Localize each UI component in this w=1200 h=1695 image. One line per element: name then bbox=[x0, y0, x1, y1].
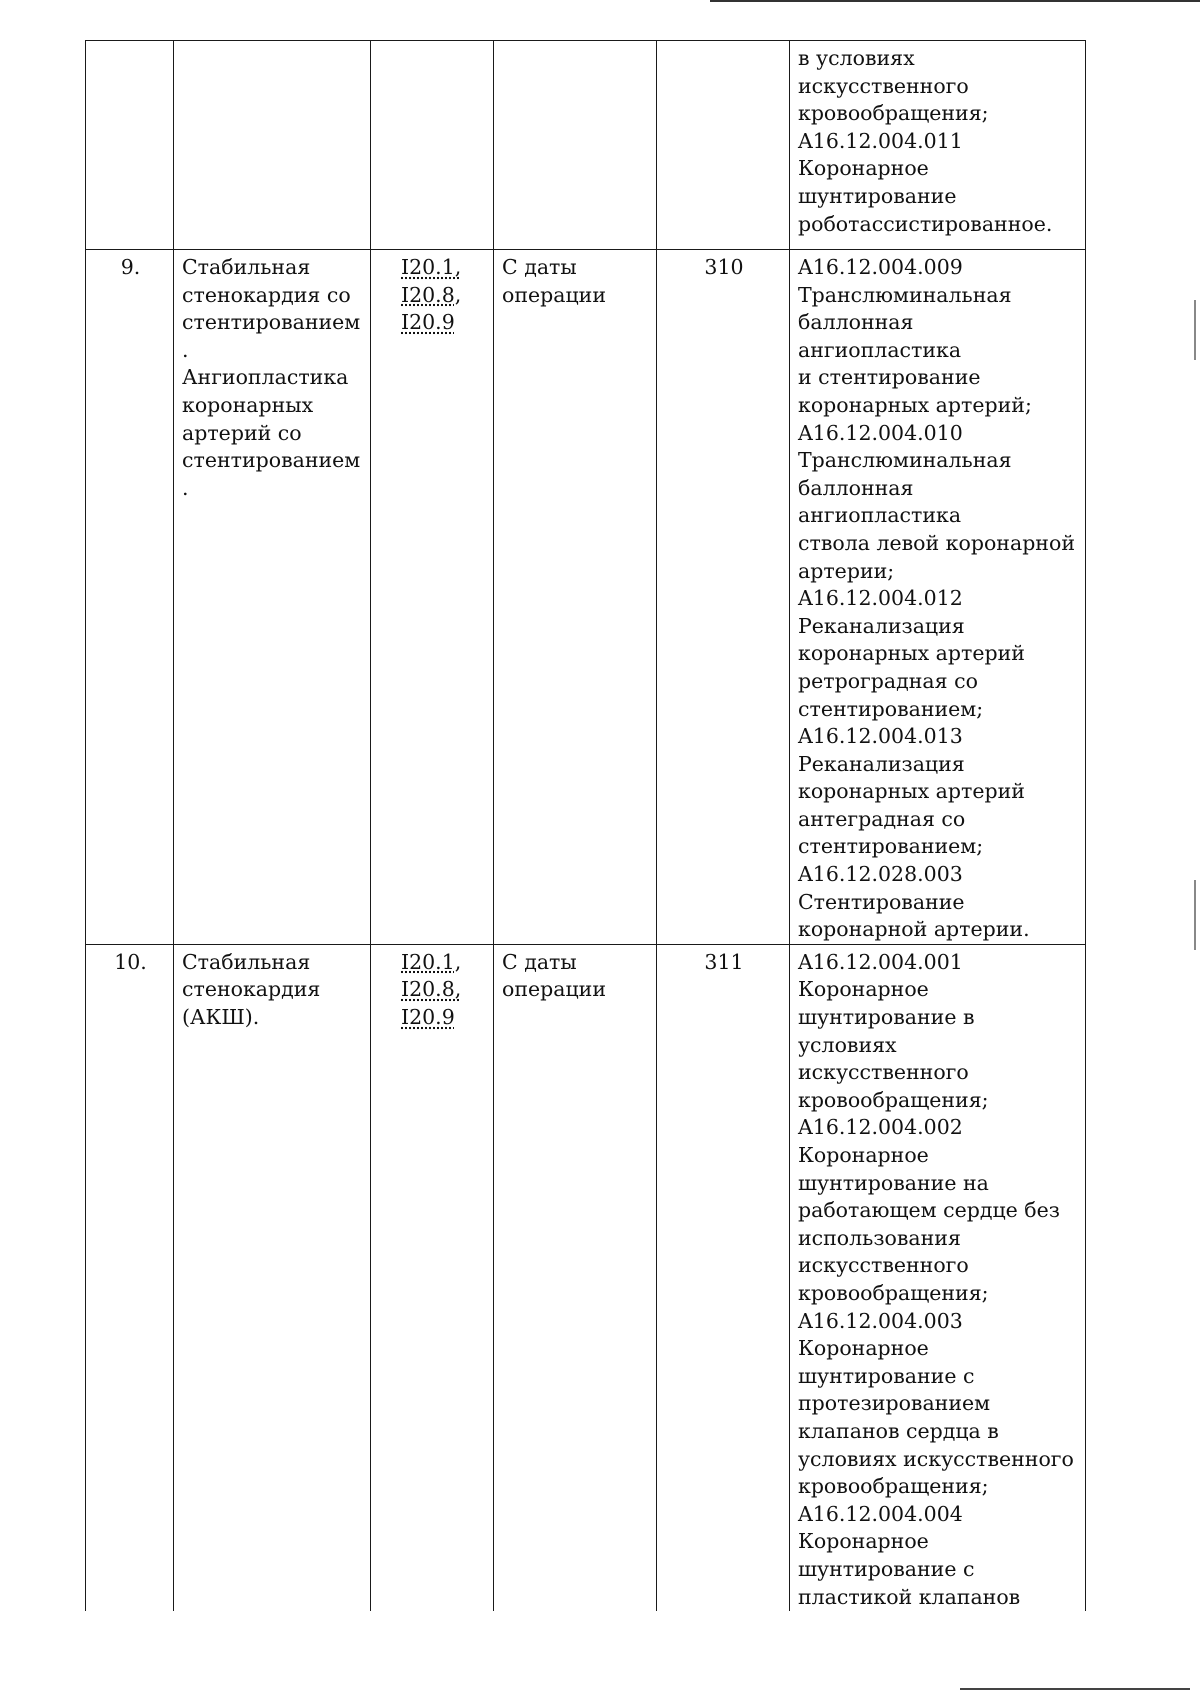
service-line: Транслюминальная bbox=[798, 448, 1012, 473]
service-line: баллонная ангиопластика bbox=[798, 475, 962, 528]
service-line: Коронарное bbox=[798, 1143, 929, 1167]
diagnosis-line: стенокардия со bbox=[182, 282, 351, 307]
diagnosis-line: стентированием. bbox=[182, 448, 361, 500]
diagnosis-cell bbox=[174, 41, 371, 250]
period-cell bbox=[494, 944, 657, 1611]
service-line: работающем сердце без bbox=[798, 1198, 1060, 1223]
service-line: условиях искусственного bbox=[798, 1446, 1074, 1471]
icd-codes-cell bbox=[371, 250, 494, 945]
service-line: Реканализация bbox=[798, 751, 965, 776]
service-line: Реканализация bbox=[798, 613, 965, 638]
service-line: искусственного bbox=[798, 1253, 969, 1278]
service-line: кровообращения; bbox=[798, 101, 989, 126]
service-line: шунтирование в условиях bbox=[798, 1005, 975, 1057]
icd-codes-cell bbox=[371, 41, 494, 250]
period-line: С даты bbox=[502, 255, 577, 279]
services-cell bbox=[790, 944, 1086, 1611]
service-line: A16.12.004.010 bbox=[798, 420, 963, 445]
diagnosis-line: коронарных bbox=[182, 392, 314, 417]
service-line: A16.12.028.003 bbox=[798, 862, 963, 887]
icd-code-link: I20.9 bbox=[401, 310, 455, 335]
service-line: антеградная со bbox=[798, 806, 966, 831]
service-line: Коронарное bbox=[798, 977, 929, 1002]
service-line: A16.12.004.004 bbox=[798, 1501, 963, 1526]
row-number-cell bbox=[86, 41, 174, 250]
service-line: клапанов сердца в bbox=[798, 1418, 999, 1443]
service-line: использования bbox=[798, 1225, 961, 1250]
service-line: в условиях bbox=[798, 46, 915, 70]
diagnosis-line: артерий со bbox=[182, 420, 302, 445]
service-line: Коронарное bbox=[798, 1529, 929, 1554]
icd-code-link: I20.8, bbox=[401, 282, 462, 307]
group-number-cell bbox=[657, 250, 790, 945]
service-line: коронарной артерии. bbox=[798, 917, 1030, 942]
diagnosis-line: Стабильная bbox=[182, 255, 311, 279]
service-line: пластикой клапанов bbox=[798, 1584, 1021, 1609]
service-line: шунтирование с bbox=[798, 1556, 975, 1581]
services-cell bbox=[790, 250, 1086, 945]
icd-code-link: I20.1, bbox=[401, 949, 462, 974]
icd-code-link: I20.1, bbox=[401, 255, 462, 279]
period-line: операции bbox=[502, 282, 606, 307]
service-line: кровообращения; bbox=[798, 1280, 989, 1305]
group-number-cell bbox=[657, 41, 790, 250]
service-line: A16.12.004.003 bbox=[798, 1308, 963, 1333]
service-line: коронарных артерий; bbox=[798, 392, 1032, 417]
service-line: искусственного bbox=[798, 1060, 969, 1085]
service-line: A16.12.004.002 bbox=[798, 1115, 963, 1140]
service-line: A16.12.004.001 bbox=[798, 949, 963, 974]
diagnosis-line: (АКШ). bbox=[182, 1005, 260, 1030]
service-line: A16.12.004.011 bbox=[798, 128, 963, 153]
service-line: коронарных артерий bbox=[798, 779, 1025, 804]
service-line: шунтирование bbox=[798, 183, 957, 208]
diagnosis-cell bbox=[174, 250, 371, 945]
group-number: 311 bbox=[704, 949, 744, 974]
scan-edge-top bbox=[710, 0, 1200, 2]
scan-mark-right bbox=[1194, 880, 1196, 950]
table-body bbox=[86, 41, 1086, 1612]
services-cell bbox=[790, 41, 1086, 250]
service-line: баллонная ангиопластика bbox=[798, 310, 962, 362]
table-row bbox=[86, 250, 1086, 945]
icd-codes-cell bbox=[371, 944, 494, 1611]
service-line: роботассистированное. bbox=[798, 211, 1053, 236]
procedures-table bbox=[85, 40, 1086, 1611]
table-row bbox=[86, 944, 1086, 1611]
period-cell bbox=[494, 41, 657, 250]
service-line: стентированием; bbox=[798, 834, 984, 859]
service-line: шунтирование на bbox=[798, 1170, 989, 1195]
service-line: Коронарное bbox=[798, 1336, 929, 1361]
period-line: С даты bbox=[502, 949, 577, 974]
scan-edge-bottom bbox=[960, 1688, 1190, 1690]
group-number: 310 bbox=[704, 255, 744, 279]
diagnosis-line: Стабильная bbox=[182, 949, 311, 974]
service-line: кровообращения; bbox=[798, 1087, 989, 1112]
service-line: Транслюминальная bbox=[798, 282, 1012, 307]
diagnosis-cell bbox=[174, 944, 371, 1611]
service-line: A16.12.004.009 bbox=[798, 255, 963, 279]
scan-mark-right bbox=[1194, 300, 1196, 360]
period-line: операции bbox=[502, 977, 606, 1002]
period-cell bbox=[494, 250, 657, 945]
service-line: шунтирование с bbox=[798, 1363, 975, 1388]
icd-code-link: I20.8, bbox=[401, 977, 462, 1002]
diagnosis-line: стентированием. bbox=[182, 310, 361, 362]
service-line: искусственного bbox=[798, 73, 969, 98]
group-number-cell bbox=[657, 944, 790, 1611]
icd-code-link: I20.9 bbox=[401, 1005, 455, 1030]
row-number-cell bbox=[86, 944, 174, 1611]
service-line: кровообращения; bbox=[798, 1474, 989, 1499]
service-line: ретроградная со bbox=[798, 668, 978, 693]
service-line: и стентирование bbox=[798, 365, 981, 390]
service-line: A16.12.004.012 bbox=[798, 586, 963, 611]
service-line: ствола левой коронарной bbox=[798, 530, 1075, 555]
row-number: 9. bbox=[120, 255, 141, 279]
service-line: коронарных артерий bbox=[798, 641, 1025, 666]
service-line: протезированием bbox=[798, 1391, 991, 1416]
diagnosis-line: стенокардия bbox=[182, 977, 321, 1002]
row-number-cell bbox=[86, 250, 174, 945]
service-line: A16.12.004.013 bbox=[798, 724, 963, 749]
service-line: стентированием; bbox=[798, 696, 984, 721]
service-line: артерии; bbox=[798, 558, 895, 583]
service-line: Стентирование bbox=[798, 889, 965, 914]
diagnosis-line: Ангиопластика bbox=[182, 365, 349, 390]
row-number: 10. bbox=[114, 949, 147, 974]
service-line: Коронарное bbox=[798, 156, 929, 181]
table-row bbox=[86, 41, 1086, 250]
